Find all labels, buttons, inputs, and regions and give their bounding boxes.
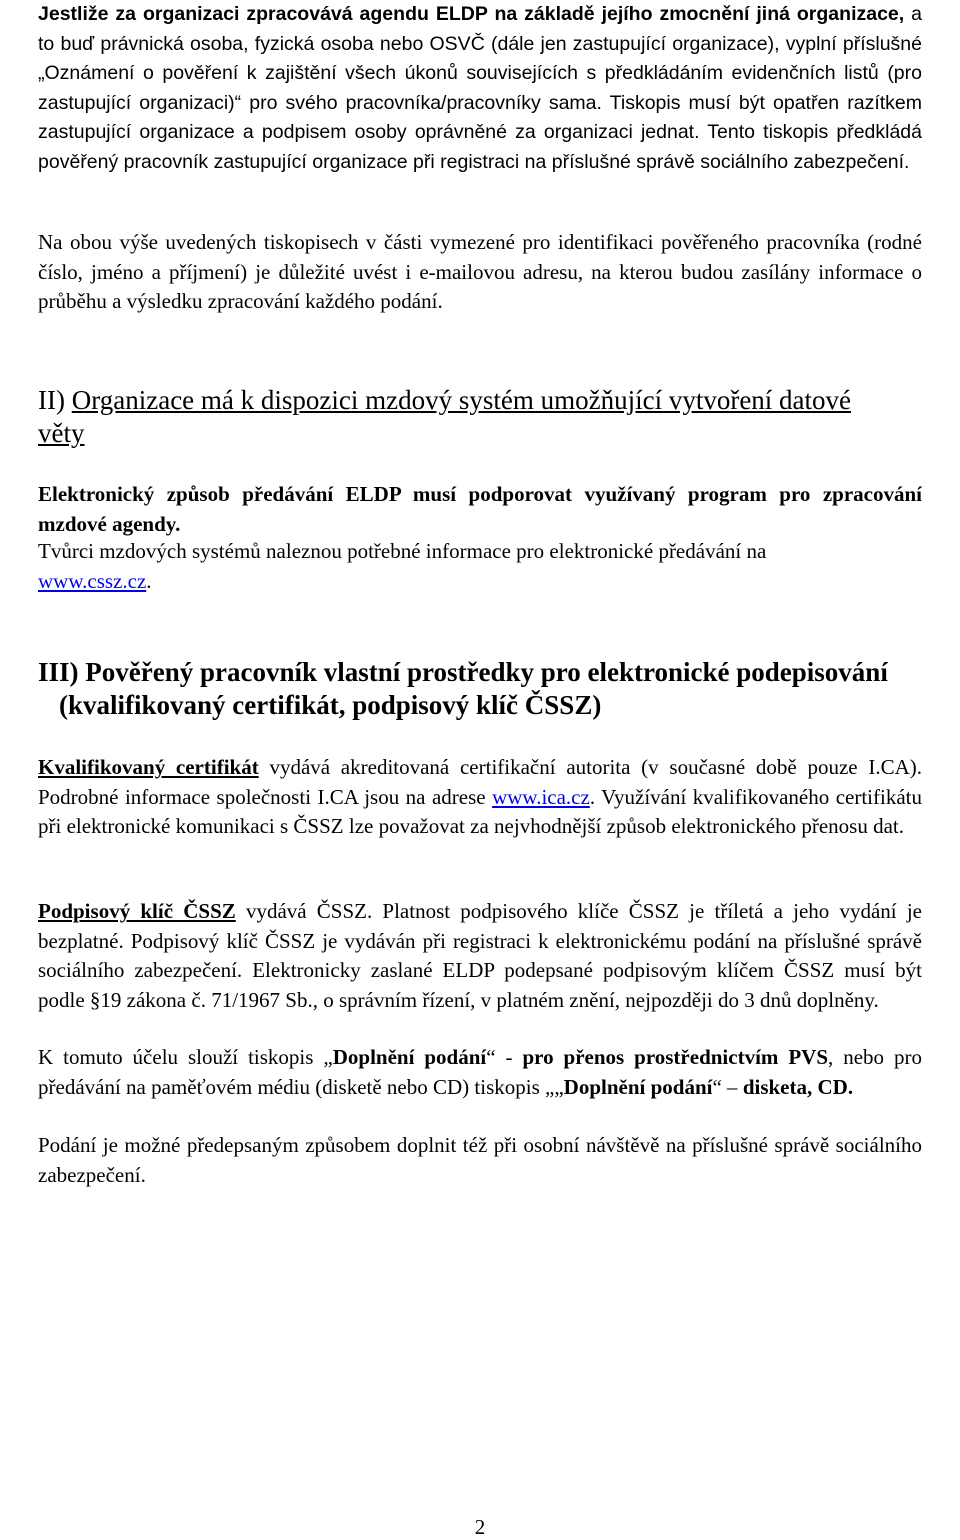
intro-paragraph-1 xyxy=(38,0,922,177)
section-3-title-line2: (kvalifikovaný certifikát, podpisový klíč ČSSZ) xyxy=(59,690,602,720)
page-number: 2 xyxy=(474,1515,486,1539)
section-2-number: II) xyxy=(38,385,65,415)
section-2-bold-paragraph: Elektronický způsob předávání ELDP musí podporovat využívaný program pro zpracování mzdové agendy. xyxy=(38,482,922,536)
section-2-title-line2: věty xyxy=(38,418,85,448)
ica-link[interactable]: www.ica.cz xyxy=(492,784,590,809)
section-2-paragraph: Tvůrci mzdových systémů naleznou potřebné informace pro elektronické předávání na www.cssz.cz. xyxy=(38,539,767,593)
signing-key-paragraph: Podpisový klíč ČSSZ vydává ČSSZ. Platnost podpisového klíče ČSSZ je tříletá a jeho vydání je bezplatné. Podpisový klíč ČSSZ je vydáván při registraci k elektronickému podání na příslušné správě sociálního zabezpečení. Elektronicky zaslané ELDP podepsané podpisovým klíčem ČSSZ musí být podle §19 zákona č. 71/1967 Sb., o správním řízení, v platném znění, nejpozději do 3 dnů doplněny. xyxy=(38,899,922,1012)
intro-lead: Jestliže za organizaci zpracovává agendu ELDP na základě jejího zmocnění jiná organizace, xyxy=(38,3,905,25)
purpose-paragraph: K tomuto účelu slouží tiskopis „Doplnění podání“ - pro přenos prostřednictvím PVS, nebo pro předávání na paměťovém médiu (disketě nebo CD) tiskopis „„Doplnění podání“ – disketa, CD. xyxy=(38,1045,922,1099)
section-3-title-line1: Pověřený pracovník vlastní prostředky pro elektronické podepisování xyxy=(85,657,888,687)
certificate-term: Kvalifikovaný certifikát xyxy=(38,755,259,779)
certificate-paragraph: Kvalifikovaný certifikát vydává akreditovaná certifikační autorita (v současné době pouze I.CA). Podrobné informace společnosti I.CA jsou na adrese www.ica.cz. Využívání kvalifikovaného certifikátu při elektronické komunikaci s ČSSZ lze považovat za nejvhodnější způsob elektronického přenosu dat. xyxy=(38,755,922,838)
intro-paragraph-2: Na obou výše uvedených tiskopisech v části vymezené pro identifikaci pověřeného pracovníka (rodné číslo, jméno a příjmení) je důležité uvést i e-mailovou adresu, na kterou budou zasílány informace o průběhu a výsledku zpracování každého podání. xyxy=(38,230,922,313)
signing-key-term: Podpisový klíč ČSSZ xyxy=(38,899,236,923)
cssz-link[interactable]: www.cssz.cz xyxy=(38,568,147,593)
section-2-title-line1: Organizace má k dispozici mzdový systém umožňující vytvoření datové xyxy=(71,385,852,415)
section-2-heading xyxy=(38,384,938,450)
section-3-number: III) xyxy=(38,657,79,687)
section-3-heading xyxy=(38,656,938,722)
final-paragraph: Podání je možné předepsaným způsobem doplnit též při osobní návštěvě na příslušné správě sociálního zabezpečení. xyxy=(38,1133,922,1187)
intro-rest: a to buď právnická osoba, fyzická osoba nebo OSVČ (dále jen zastupující organizace), vyplní příslušné „Oznámení o pověření k zajištění všech úkonů souvisejících s předkládáním evidenčních listů (pro zastupující organizaci)“ pro svého pracovníka/pracovníky sama. Tiskopis musí být opatřen razítkem zastupující organizace a podpisem osoby oprávněné za organizaci jednat. Tento tiskopis předkládá pověřený pracovník zastupující organizace při registraci na příslušné správě sociálního zabezpečení. xyxy=(38,3,923,173)
